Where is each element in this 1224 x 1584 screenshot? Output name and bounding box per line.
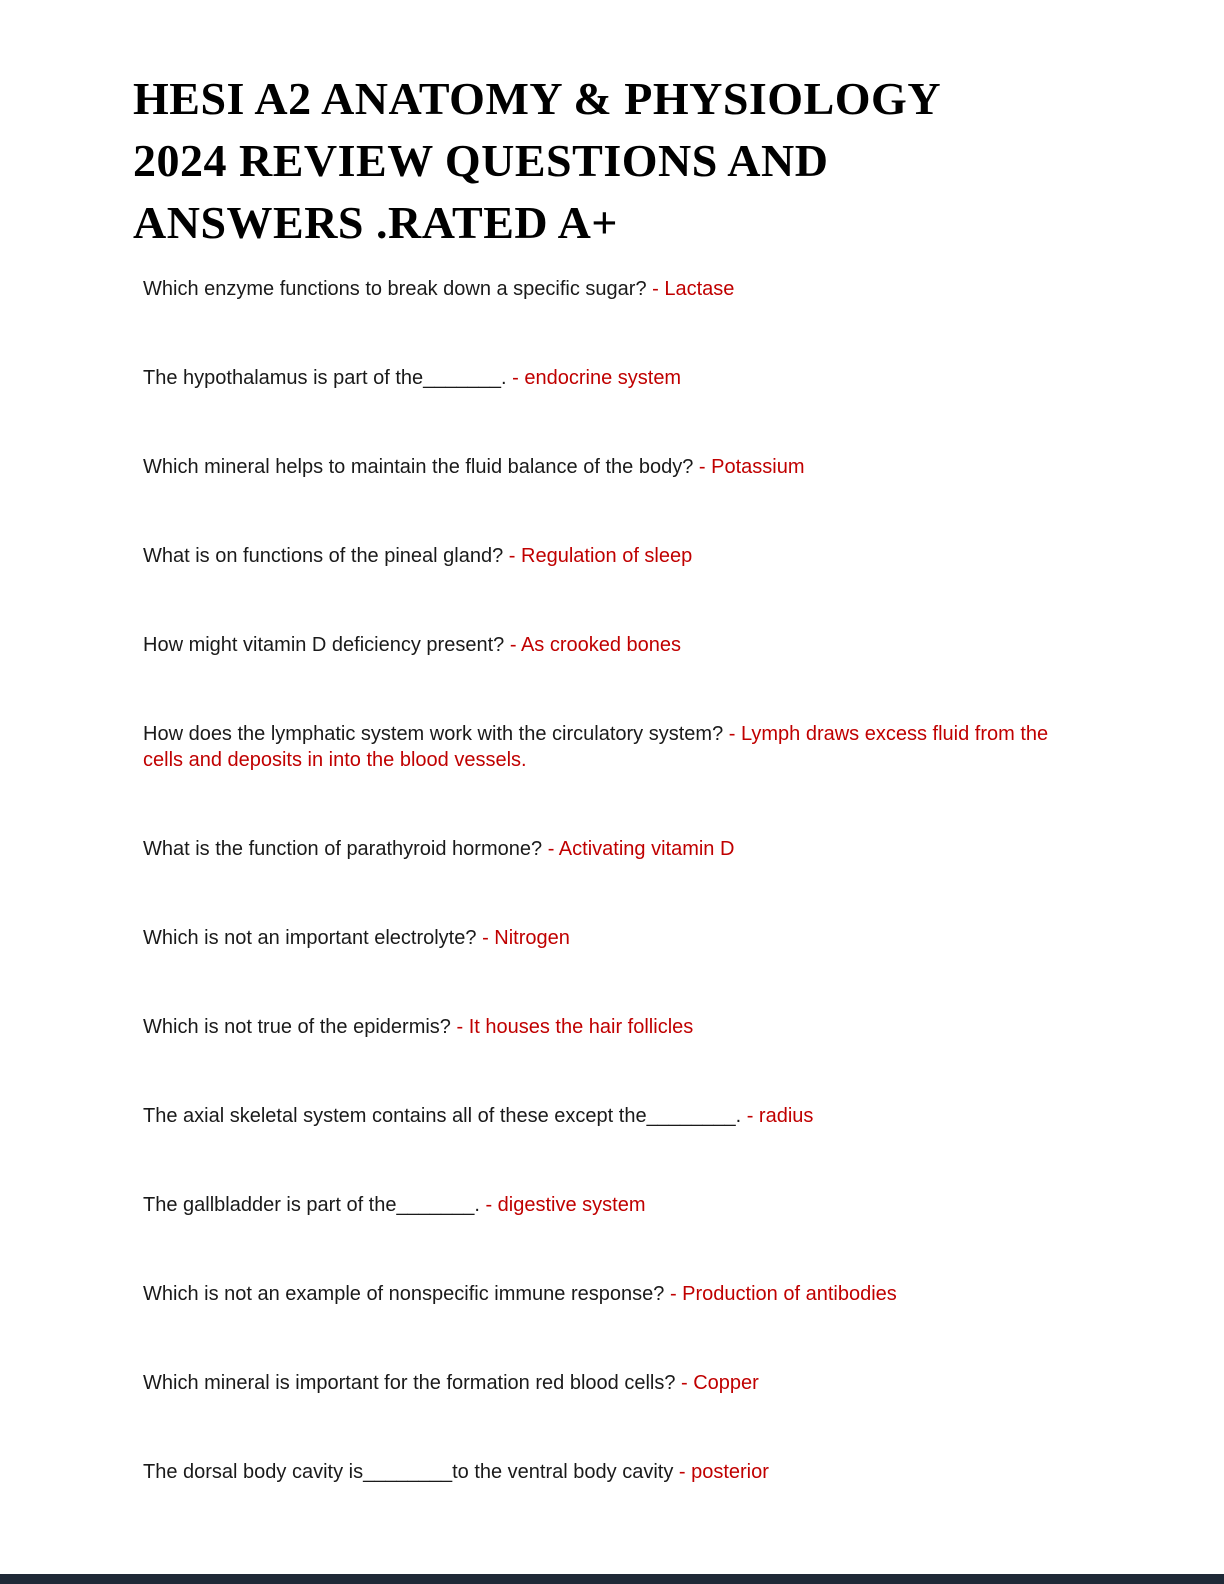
qa-list: [133, 276, 1085, 1485]
answer-text: - Production of antibodies: [669, 1283, 897, 1305]
question-text: Which is not an example of nonspecific immune response?: [143, 1283, 665, 1305]
qa-item: [143, 365, 1085, 391]
qa-item: [143, 1103, 1085, 1129]
question-text: Which is not true of the epidermis?: [143, 1016, 451, 1038]
answer-text: - Potassium: [698, 456, 805, 478]
answer-text: - posterior: [678, 1461, 769, 1483]
answer-text: - endocrine system: [512, 367, 682, 389]
qa-item: [143, 925, 1085, 951]
question-text: How does the lymphatic system work with the circulatory system?: [143, 723, 724, 745]
qa-item: [143, 1281, 1085, 1307]
answer-text: - Copper: [681, 1372, 759, 1394]
qa-item: [143, 632, 1085, 658]
question-text: The gallbladder is part of the_______.: [143, 1194, 480, 1216]
answer-text: - radius: [746, 1105, 814, 1127]
question-text: The axial skeletal system contains all of these except the________.: [143, 1105, 742, 1127]
question-text: The dorsal body cavity is________to the ventral body cavity: [143, 1461, 674, 1483]
question-text: The hypothalamus is part of the_______.: [143, 367, 507, 389]
answer-text: - Lymph draws excess fluid from the cells and deposits in into the blood vessels.: [143, 723, 1049, 771]
answer-text: - Lactase: [652, 278, 735, 300]
answer-text: - digestive system: [485, 1194, 646, 1216]
question-text: Which is not an important electrolyte?: [143, 927, 477, 949]
question-text: Which mineral helps to maintain the fluid balance of the body?: [143, 456, 694, 478]
footer-bar: [0, 1574, 1224, 1584]
qa-item: [143, 1459, 1085, 1485]
qa-item: [143, 836, 1085, 862]
question-text: What is on functions of the pineal gland?: [143, 545, 504, 567]
qa-item: [143, 1014, 1085, 1040]
answer-text: - It houses the hair follicles: [456, 1016, 694, 1038]
qa-item: [143, 454, 1085, 480]
question-text: What is the function of parathyroid hormone?: [143, 838, 543, 860]
answer-text: - Nitrogen: [482, 927, 570, 949]
qa-item: [143, 1192, 1085, 1218]
question-text: Which enzyme functions to break down a specific sugar?: [143, 278, 647, 300]
answer-text: - As crooked bones: [509, 634, 682, 656]
question-text: Which mineral is important for the formation red blood cells?: [143, 1372, 676, 1394]
qa-item: [143, 1370, 1085, 1396]
qa-item: [143, 276, 1085, 302]
page-title: HESI A2 ANATOMY & PHYSIOLOGY 2024 REVIEW QUESTIONS AND ANSWERS .RATED A+: [133, 73, 940, 248]
qa-item: [143, 543, 1085, 569]
qa-item: [143, 721, 1085, 773]
answer-text: - Activating vitamin D: [547, 838, 735, 860]
answer-text: - Regulation of sleep: [508, 545, 693, 567]
question-text: How might vitamin D deficiency present?: [143, 634, 505, 656]
